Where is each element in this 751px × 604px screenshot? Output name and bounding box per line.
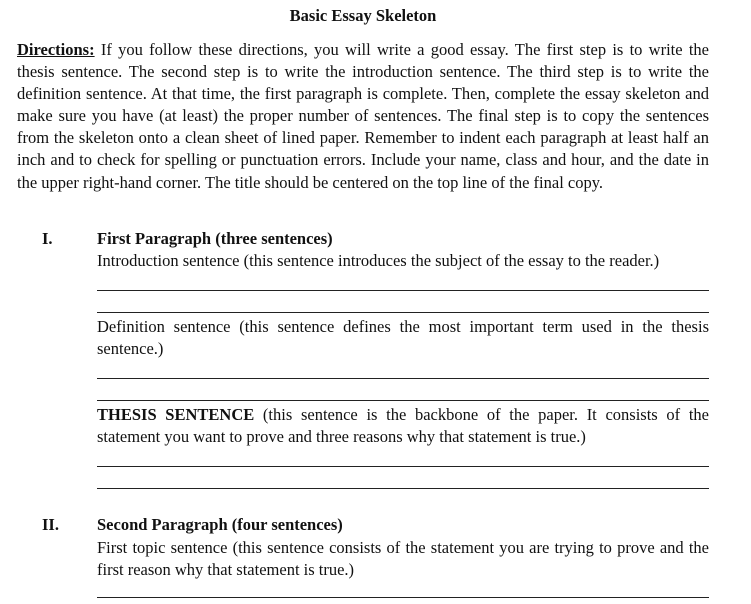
writing-line[interactable] (97, 466, 709, 467)
writing-line[interactable] (97, 312, 709, 313)
writing-line[interactable] (97, 597, 709, 598)
directions-label: Directions: (17, 40, 95, 59)
section-heading: Second Paragraph (four sentences) (97, 515, 343, 534)
directions-paragraph (17, 39, 709, 194)
prompt-text: Definition sentence (this sentence defines the most important term used in the thesis sentence.) (97, 317, 709, 359)
writing-line[interactable] (97, 400, 709, 401)
prompt-text: Introduction sentence (this sentence introduces the subject of the essay to the reader.) (97, 251, 660, 270)
document-title: Basic Essay Skeleton (289, 6, 437, 25)
prompt-definition-sentence (97, 316, 709, 361)
section-number: II. (42, 515, 59, 534)
prompt-emphasis: THESIS SENTENCE (97, 405, 255, 424)
prompt-introduction-sentence (97, 250, 709, 272)
prompt-text: (this sentence is the backbone of the paper. It consists of the statement you want to prove and three reasons why that statement is true.) (97, 405, 709, 447)
section-number: I. (42, 229, 53, 248)
section-heading: First Paragraph (three sentences) (97, 229, 333, 248)
prompt-first-topic-sentence (97, 537, 709, 582)
writing-line[interactable] (97, 290, 709, 291)
prompt-text: First topic sentence (this sentence consists of the statement you are trying to prove and the first reason why that statement is true.) (97, 538, 709, 580)
writing-line[interactable] (97, 488, 709, 489)
writing-line[interactable] (97, 378, 709, 379)
directions-text: If you follow these directions, you will write a good essay. The first step is to write the thesis sentence. The second step is to write the introduction sentence. The third step is to write the definition sentence. At that time, the first paragraph is complete. Then, complete the essay skeleton and make sure you have (at least) the proper number of sentences. The final step is to copy the sentences from the skeleton onto a clean sheet of lined paper. Remember to indent each paragraph at least half an inch and to check for spelling or punctuation errors. Include your name, class and hour, and the date in the upper right-hand corner. The title should be centered on the top line of the final copy. (17, 40, 709, 192)
prompt-thesis-sentence (97, 404, 709, 449)
